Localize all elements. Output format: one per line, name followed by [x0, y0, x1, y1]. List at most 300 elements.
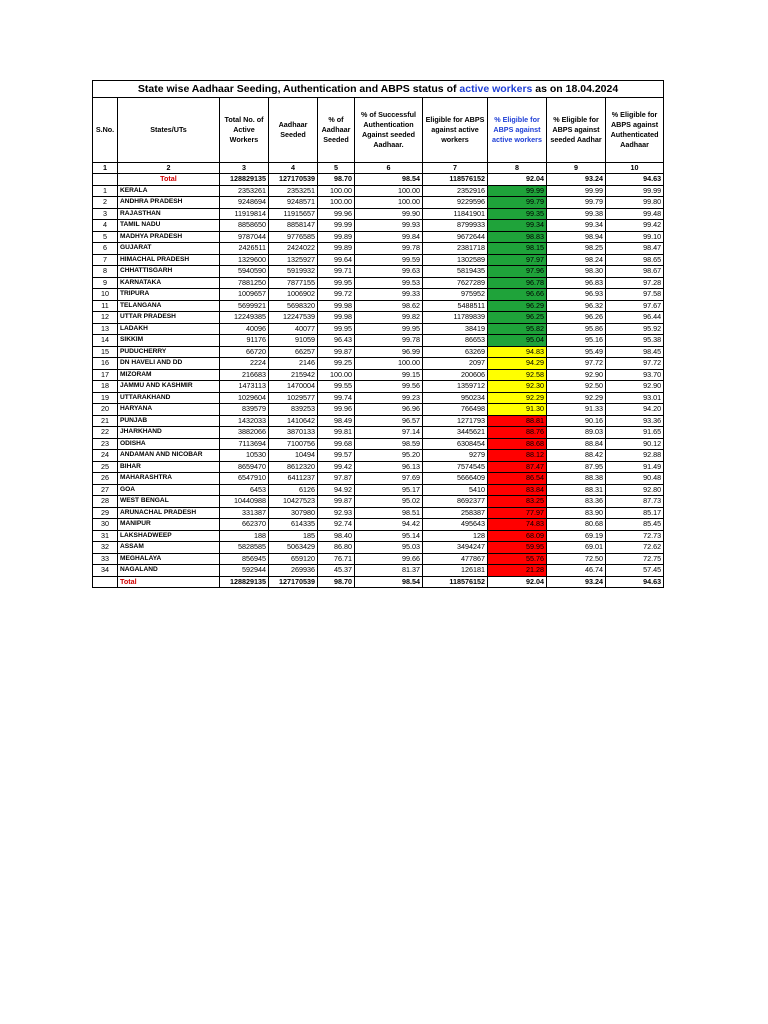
cell-pct-elig-active: 92.30	[488, 381, 547, 393]
total-pct-elig-auth: 94.63	[606, 576, 664, 588]
cell-seeded: 659120	[269, 553, 318, 565]
cell-seeded: 12247539	[269, 312, 318, 324]
cell-pct-auth: 96.96	[355, 404, 423, 416]
cell-eligible: 766498	[423, 404, 488, 416]
cell-sno: 1	[93, 185, 118, 197]
cell-seeded: 9248571	[269, 197, 318, 209]
total-pct-seeded: 98.70	[318, 174, 355, 186]
cell-state: DN HAVELI AND DD	[118, 358, 220, 370]
cell-pct-seeded: 94.92	[318, 484, 355, 496]
cell-pct-elig-auth: 72.75	[606, 553, 664, 565]
cell-eligible: 1302589	[423, 254, 488, 266]
cell-sno: 30	[93, 519, 118, 531]
cell-seeded: 9776585	[269, 231, 318, 243]
cell-seeded: 91059	[269, 335, 318, 347]
cell-active: 6453	[220, 484, 269, 496]
cell-sno: 29	[93, 507, 118, 519]
cell-active: 11919814	[220, 208, 269, 220]
cell-eligible: 495643	[423, 519, 488, 531]
column-number-row	[93, 163, 664, 174]
cell-pct-elig-seeded: 69.01	[547, 542, 606, 554]
cell-pct-seeded: 92.93	[318, 507, 355, 519]
header-pct-elig-active: % Eligible for ABPS against active workers	[488, 98, 547, 163]
cell-pct-elig-active: 88.12	[488, 450, 547, 462]
cell-eligible: 1271793	[423, 415, 488, 427]
cell-seeded: 839253	[269, 404, 318, 416]
cell-pct-auth: 98.51	[355, 507, 423, 519]
cell-pct-elig-seeded: 69.19	[547, 530, 606, 542]
cell-state: JHARKHAND	[118, 427, 220, 439]
cell-pct-elig-seeded: 96.26	[547, 312, 606, 324]
cell-seeded: 1325927	[269, 254, 318, 266]
cell-seeded: 614335	[269, 519, 318, 531]
cell-pct-elig-active: 88.81	[488, 415, 547, 427]
cell-state: TELANGANA	[118, 300, 220, 312]
cell-pct-elig-active: 68.09	[488, 530, 547, 542]
cell-eligible: 975952	[423, 289, 488, 301]
cell-eligible: 9229596	[423, 197, 488, 209]
cell-pct-elig-auth: 93.70	[606, 369, 664, 381]
header-active-workers: Total No. of Active Workers	[220, 98, 269, 163]
cell-state: ASSAM	[118, 542, 220, 554]
cell-pct-auth: 97.14	[355, 427, 423, 439]
cell-seeded: 2353251	[269, 185, 318, 197]
column-number: 10	[606, 163, 664, 174]
cell-sno: 21	[93, 415, 118, 427]
cell-pct-elig-auth: 72.73	[606, 530, 664, 542]
header-pct-elig-seeded: % Eligible for ABPS against seeded Aadhar	[547, 98, 606, 163]
cell-pct-elig-seeded: 95.16	[547, 335, 606, 347]
cell-state: HIMACHAL PRADESH	[118, 254, 220, 266]
cell-pct-auth: 94.42	[355, 519, 423, 531]
cell-pct-elig-seeded: 99.38	[547, 208, 606, 220]
cell-active: 10530	[220, 450, 269, 462]
cell-seeded: 185	[269, 530, 318, 542]
cell-pct-elig-seeded: 99.34	[547, 220, 606, 232]
cell-pct-elig-seeded: 95.49	[547, 346, 606, 358]
cell-pct-seeded: 99.81	[318, 427, 355, 439]
cell-sno: 27	[93, 484, 118, 496]
cell-seeded: 1029577	[269, 392, 318, 404]
cell-eligible: 2352916	[423, 185, 488, 197]
cell-sno: 12	[93, 312, 118, 324]
total-pct-elig-auth: 94.63	[606, 174, 664, 186]
table-row	[93, 415, 664, 427]
cell-pct-auth: 99.59	[355, 254, 423, 266]
cell-pct-auth: 95.02	[355, 496, 423, 508]
cell-pct-auth: 99.84	[355, 231, 423, 243]
cell-sno: 23	[93, 438, 118, 450]
cell-pct-seeded: 99.87	[318, 496, 355, 508]
cell-pct-elig-seeded: 88.31	[547, 484, 606, 496]
cell-seeded: 5063429	[269, 542, 318, 554]
cell-active: 7113694	[220, 438, 269, 450]
total-eligible: 118576152	[423, 576, 488, 588]
total-pct-elig-active: 92.04	[488, 576, 547, 588]
cell-pct-seeded: 98.49	[318, 415, 355, 427]
table-row	[93, 404, 664, 416]
cell-pct-elig-auth: 99.42	[606, 220, 664, 232]
cell-pct-elig-active: 55.76	[488, 553, 547, 565]
cell-pct-elig-seeded: 92.50	[547, 381, 606, 393]
cell-seeded: 7877155	[269, 277, 318, 289]
cell-pct-elig-auth: 93.01	[606, 392, 664, 404]
cell-pct-elig-active: 96.29	[488, 300, 547, 312]
cell-pct-elig-auth: 97.28	[606, 277, 664, 289]
cell-pct-elig-seeded: 96.32	[547, 300, 606, 312]
cell-sno: 28	[93, 496, 118, 508]
cell-pct-seeded: 99.99	[318, 220, 355, 232]
column-number: 5	[318, 163, 355, 174]
cell-state: HARYANA	[118, 404, 220, 416]
cell-pct-elig-seeded: 88.42	[547, 450, 606, 462]
cell-eligible: 128	[423, 530, 488, 542]
column-number: 9	[547, 163, 606, 174]
cell-pct-auth: 99.66	[355, 553, 423, 565]
cell-active: 8858650	[220, 220, 269, 232]
cell-pct-auth: 95.20	[355, 450, 423, 462]
cell-eligible: 3494247	[423, 542, 488, 554]
cell-eligible: 1359712	[423, 381, 488, 393]
cell-pct-auth: 96.13	[355, 461, 423, 473]
cell-active: 839579	[220, 404, 269, 416]
table-row	[93, 461, 664, 473]
cell-state: PUNJAB	[118, 415, 220, 427]
table-row	[93, 220, 664, 232]
cell-active: 12249385	[220, 312, 269, 324]
cell-pct-elig-seeded: 88.38	[547, 473, 606, 485]
cell-pct-elig-seeded: 98.30	[547, 266, 606, 278]
total-sno	[93, 174, 118, 186]
table-row	[93, 473, 664, 485]
header-pct-auth: % of Successful Authentication Against seeded Aadhaar.	[355, 98, 423, 163]
cell-pct-elig-seeded: 95.86	[547, 323, 606, 335]
cell-pct-elig-active: 98.15	[488, 243, 547, 255]
cell-sno: 15	[93, 346, 118, 358]
cell-pct-seeded: 99.89	[318, 231, 355, 243]
cell-pct-auth: 95.03	[355, 542, 423, 554]
cell-pct-elig-active: 98.83	[488, 231, 547, 243]
cell-seeded: 1006902	[269, 289, 318, 301]
cell-pct-elig-auth: 99.48	[606, 208, 664, 220]
cell-pct-elig-auth: 95.38	[606, 335, 664, 347]
cell-pct-elig-auth: 85.45	[606, 519, 664, 531]
total-pct-elig-seeded: 93.24	[547, 576, 606, 588]
cell-state: KERALA	[118, 185, 220, 197]
cell-state: ANDAMAN AND NICOBAR	[118, 450, 220, 462]
cell-sno: 5	[93, 231, 118, 243]
cell-pct-elig-active: 99.34	[488, 220, 547, 232]
cell-seeded: 8858147	[269, 220, 318, 232]
cell-pct-elig-auth: 85.17	[606, 507, 664, 519]
title-suffix: as on 18.04.2024	[532, 83, 619, 95]
cell-eligible: 7574545	[423, 461, 488, 473]
cell-pct-seeded: 99.72	[318, 289, 355, 301]
cell-state: CHHATTISGARH	[118, 266, 220, 278]
cell-sno: 24	[93, 450, 118, 462]
cell-seeded: 2146	[269, 358, 318, 370]
cell-pct-elig-auth: 92.90	[606, 381, 664, 393]
cell-pct-elig-seeded: 96.83	[547, 277, 606, 289]
cell-sno: 25	[93, 461, 118, 473]
cell-active: 5699921	[220, 300, 269, 312]
cell-sno: 31	[93, 530, 118, 542]
total-pct-auth: 98.54	[355, 576, 423, 588]
cell-sno: 11	[93, 300, 118, 312]
cell-pct-elig-active: 96.25	[488, 312, 547, 324]
header-eligible: Eligible for ABPS against active workers	[423, 98, 488, 163]
table-row	[93, 507, 664, 519]
cell-seeded: 307980	[269, 507, 318, 519]
cell-eligible: 11841901	[423, 208, 488, 220]
cell-pct-elig-seeded: 98.25	[547, 243, 606, 255]
cell-pct-elig-active: 83.25	[488, 496, 547, 508]
total-label: Total	[118, 174, 220, 186]
table-row	[93, 300, 664, 312]
cell-pct-elig-seeded: 98.24	[547, 254, 606, 266]
cell-state: MANIPUR	[118, 519, 220, 531]
table-row	[93, 496, 664, 508]
total-pct-auth: 98.54	[355, 174, 423, 186]
cell-seeded: 269936	[269, 565, 318, 577]
cell-pct-seeded: 99.57	[318, 450, 355, 462]
cell-pct-elig-auth: 99.80	[606, 197, 664, 209]
cell-pct-elig-auth: 98.67	[606, 266, 664, 278]
cell-sno: 22	[93, 427, 118, 439]
cell-sno: 3	[93, 208, 118, 220]
table-row	[93, 542, 664, 554]
cell-pct-auth: 99.93	[355, 220, 423, 232]
total-pct-elig-seeded: 93.24	[547, 174, 606, 186]
cell-state: ANDHRA PRADESH	[118, 197, 220, 209]
cell-seeded: 5919932	[269, 266, 318, 278]
cell-sno: 34	[93, 565, 118, 577]
header-aadhaar-seeded: Aadhaar Seeded	[269, 98, 318, 163]
table-row	[93, 358, 664, 370]
cell-pct-elig-seeded: 72.50	[547, 553, 606, 565]
cell-pct-elig-seeded: 88.84	[547, 438, 606, 450]
cell-pct-auth: 100.00	[355, 358, 423, 370]
cell-pct-seeded: 98.40	[318, 530, 355, 542]
table-row	[93, 346, 664, 358]
cell-pct-seeded: 99.89	[318, 243, 355, 255]
total-row-bottom	[93, 576, 664, 588]
cell-eligible: 477867	[423, 553, 488, 565]
cell-pct-elig-seeded: 90.16	[547, 415, 606, 427]
cell-active: 2426511	[220, 243, 269, 255]
total-eligible: 118576152	[423, 174, 488, 186]
cell-pct-seeded: 100.00	[318, 369, 355, 381]
cell-pct-elig-active: 94.83	[488, 346, 547, 358]
cell-pct-auth: 95.17	[355, 484, 423, 496]
cell-sno: 26	[93, 473, 118, 485]
cell-pct-elig-auth: 91.49	[606, 461, 664, 473]
cell-pct-elig-auth: 57.45	[606, 565, 664, 577]
cell-seeded: 8612320	[269, 461, 318, 473]
cell-state: MAHARASHTRA	[118, 473, 220, 485]
cell-state: GOA	[118, 484, 220, 496]
cell-pct-elig-active: 99.79	[488, 197, 547, 209]
cell-pct-elig-active: 87.47	[488, 461, 547, 473]
header-pct-seeded: % of Aadhaar Seeded	[318, 98, 355, 163]
cell-state: LADAKH	[118, 323, 220, 335]
table-row	[93, 427, 664, 439]
table-row	[93, 208, 664, 220]
column-number: 6	[355, 163, 423, 174]
cell-pct-auth: 81.37	[355, 565, 423, 577]
cell-pct-seeded: 76.71	[318, 553, 355, 565]
cell-sno: 9	[93, 277, 118, 289]
cell-pct-elig-auth: 92.80	[606, 484, 664, 496]
cell-pct-elig-active: 91.30	[488, 404, 547, 416]
cell-sno: 7	[93, 254, 118, 266]
cell-pct-elig-auth: 99.99	[606, 185, 664, 197]
cell-eligible: 9672644	[423, 231, 488, 243]
title-prefix: State wise Aadhaar Seeding, Authentication and ABPS status of	[137, 83, 460, 95]
cell-pct-seeded: 99.68	[318, 438, 355, 450]
column-number: 2	[118, 163, 220, 174]
table-row	[93, 335, 664, 347]
cell-pct-elig-active: 95.82	[488, 323, 547, 335]
cell-eligible: 200606	[423, 369, 488, 381]
cell-active: 662370	[220, 519, 269, 531]
cell-seeded: 6411237	[269, 473, 318, 485]
cell-pct-elig-active: 59.95	[488, 542, 547, 554]
cell-seeded: 10427523	[269, 496, 318, 508]
cell-seeded: 11915657	[269, 208, 318, 220]
cell-pct-seeded: 100.00	[318, 185, 355, 197]
cell-pct-elig-active: 74.83	[488, 519, 547, 531]
cell-pct-elig-active: 92.58	[488, 369, 547, 381]
table-row	[93, 266, 664, 278]
cell-sno: 33	[93, 553, 118, 565]
table-row	[93, 197, 664, 209]
cell-pct-auth: 100.00	[355, 197, 423, 209]
cell-active: 1432033	[220, 415, 269, 427]
cell-seeded: 3870133	[269, 427, 318, 439]
cell-pct-auth: 99.78	[355, 243, 423, 255]
cell-eligible: 258387	[423, 507, 488, 519]
cell-pct-seeded: 100.00	[318, 197, 355, 209]
cell-seeded: 1410642	[269, 415, 318, 427]
total-pct-elig-active: 92.04	[488, 174, 547, 186]
cell-pct-elig-auth: 96.44	[606, 312, 664, 324]
cell-active: 91176	[220, 335, 269, 347]
cell-state: MIZORAM	[118, 369, 220, 381]
table-row	[93, 484, 664, 496]
cell-sno: 6	[93, 243, 118, 255]
cell-pct-auth: 99.23	[355, 392, 423, 404]
cell-pct-auth: 98.59	[355, 438, 423, 450]
cell-active: 856945	[220, 553, 269, 565]
cell-eligible: 8799933	[423, 220, 488, 232]
cell-sno: 18	[93, 381, 118, 393]
cell-pct-auth: 99.63	[355, 266, 423, 278]
cell-pct-auth: 99.15	[355, 369, 423, 381]
cell-active: 40096	[220, 323, 269, 335]
cell-pct-elig-seeded: 89.03	[547, 427, 606, 439]
cell-sno: 32	[93, 542, 118, 554]
cell-pct-elig-active: 95.04	[488, 335, 547, 347]
cell-eligible: 5819435	[423, 266, 488, 278]
cell-pct-elig-active: 96.66	[488, 289, 547, 301]
cell-seeded: 5698320	[269, 300, 318, 312]
total-seeded: 127170539	[269, 576, 318, 588]
column-number: 8	[488, 163, 547, 174]
aadhaar-status-sheet	[92, 80, 663, 588]
cell-pct-elig-auth: 98.65	[606, 254, 664, 266]
cell-active: 9248694	[220, 197, 269, 209]
cell-sno: 16	[93, 358, 118, 370]
cell-state: WEST BENGAL	[118, 496, 220, 508]
cell-pct-elig-active: 96.78	[488, 277, 547, 289]
cell-pct-elig-auth: 72.62	[606, 542, 664, 554]
cell-state: MEGHALAYA	[118, 553, 220, 565]
cell-pct-auth: 97.69	[355, 473, 423, 485]
cell-pct-auth: 99.56	[355, 381, 423, 393]
cell-sno: 19	[93, 392, 118, 404]
cell-pct-elig-seeded: 99.79	[547, 197, 606, 209]
cell-pct-elig-seeded: 96.93	[547, 289, 606, 301]
cell-sno: 8	[93, 266, 118, 278]
cell-pct-seeded: 97.87	[318, 473, 355, 485]
total-active: 128829135	[220, 174, 269, 186]
table-row	[93, 289, 664, 301]
table-row	[93, 381, 664, 393]
cell-eligible: 5666409	[423, 473, 488, 485]
table-row	[93, 312, 664, 324]
cell-state: BIHAR	[118, 461, 220, 473]
cell-active: 331387	[220, 507, 269, 519]
column-number: 1	[93, 163, 118, 174]
cell-eligible: 9279	[423, 450, 488, 462]
cell-eligible: 8692377	[423, 496, 488, 508]
table-row	[93, 254, 664, 266]
header-pct-elig-auth: % Eligible for ABPS against Authenticated Aadhaar	[606, 98, 664, 163]
cell-state: SIKKIM	[118, 335, 220, 347]
cell-eligible: 6308454	[423, 438, 488, 450]
cell-state: JAMMU AND KASHMIR	[118, 381, 220, 393]
cell-pct-elig-active: 97.96	[488, 266, 547, 278]
cell-seeded: 6126	[269, 484, 318, 496]
cell-pct-auth: 100.00	[355, 185, 423, 197]
table-row	[93, 323, 664, 335]
cell-eligible: 126181	[423, 565, 488, 577]
cell-pct-auth: 96.99	[355, 346, 423, 358]
cell-pct-seeded: 99.74	[318, 392, 355, 404]
cell-pct-elig-seeded: 99.99	[547, 185, 606, 197]
cell-seeded: 215942	[269, 369, 318, 381]
cell-pct-seeded: 99.95	[318, 277, 355, 289]
cell-pct-elig-active: 83.84	[488, 484, 547, 496]
cell-state: KARNATAKA	[118, 277, 220, 289]
cell-eligible: 950234	[423, 392, 488, 404]
cell-pct-seeded: 99.96	[318, 404, 355, 416]
cell-active: 3882066	[220, 427, 269, 439]
state-rows	[93, 185, 664, 576]
header-state: States/UTs	[118, 98, 220, 163]
cell-eligible: 86653	[423, 335, 488, 347]
cell-active: 592944	[220, 565, 269, 577]
cell-pct-seeded: 45.37	[318, 565, 355, 577]
cell-pct-seeded: 99.42	[318, 461, 355, 473]
table-row	[93, 392, 664, 404]
table-row	[93, 277, 664, 289]
total-row-top	[93, 174, 664, 186]
cell-pct-elig-active: 94.29	[488, 358, 547, 370]
table-row	[93, 185, 664, 197]
cell-active: 10440988	[220, 496, 269, 508]
